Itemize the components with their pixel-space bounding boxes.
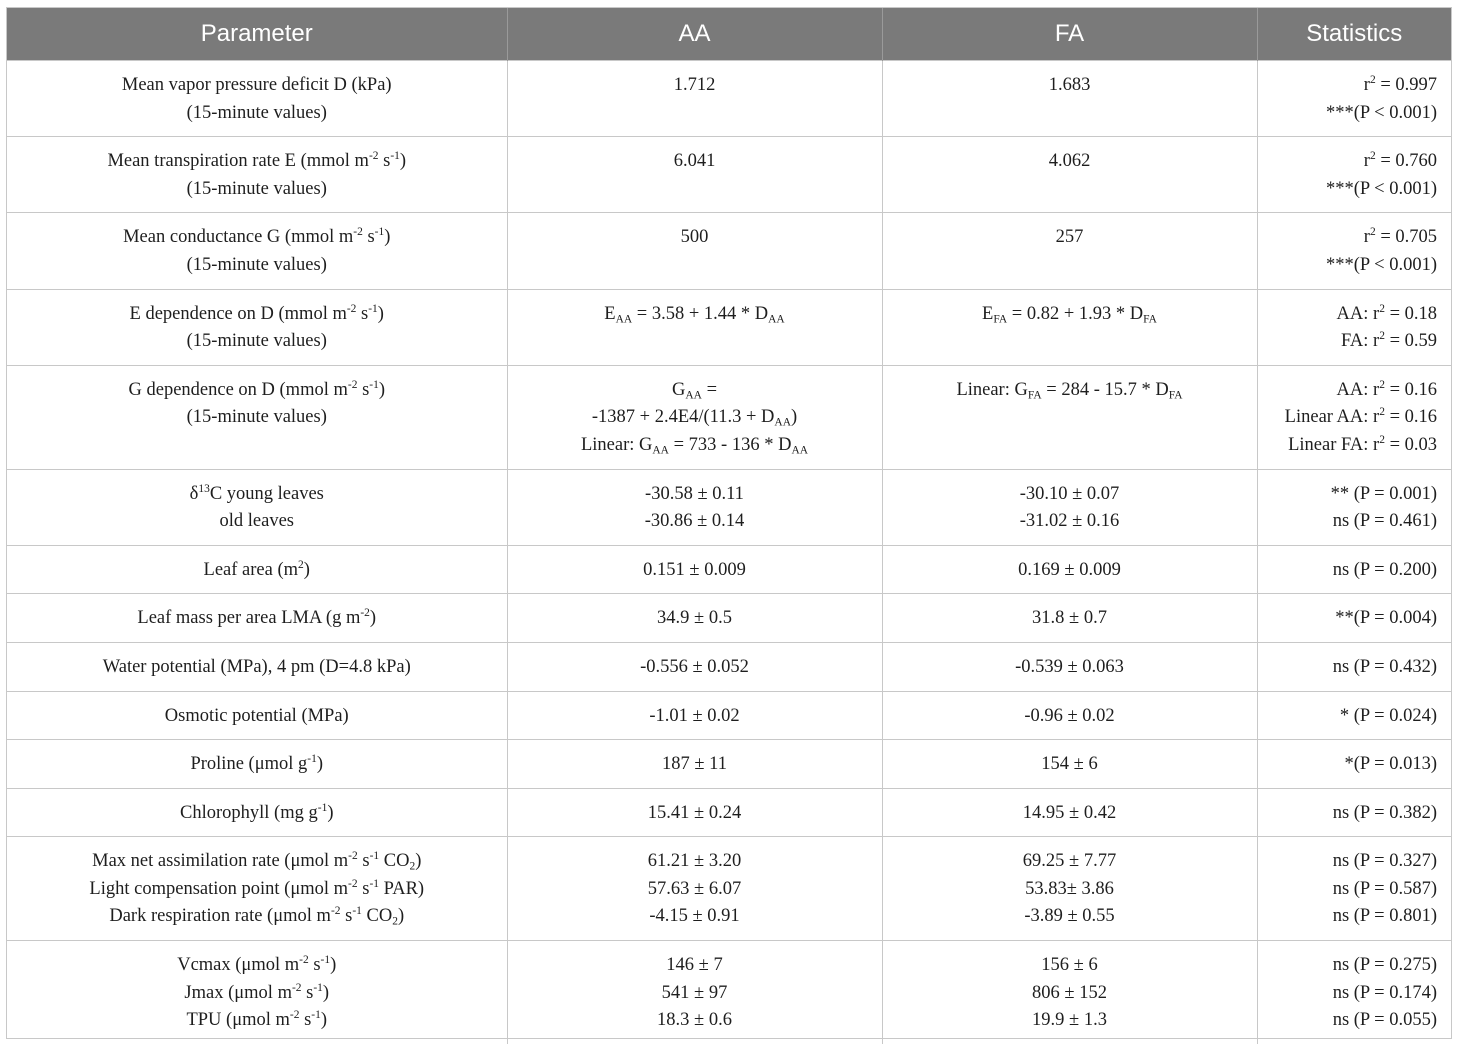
fa-cell [882,365,1257,469]
parameter-cell-line: Mean transpiration rate E (mmol $m^{-2}$ $s^{-1}$) [107,150,407,172]
table-row [7,837,1451,941]
parameter-cell [7,61,507,137]
fa-cell [882,213,1257,289]
statistics-cell-line: ns (P = 0.174) [1332,982,1437,1003]
parameter-cell [7,642,507,691]
statistics-cell-line: ns (P = 0.801) [1332,906,1437,927]
fa-cell-line: 19.9 ± 1.3 [1032,1010,1107,1031]
statistics-cell [1257,941,1451,1044]
table-row [7,61,1451,137]
statistics-cell-line: * (P = 0.024) [1339,705,1437,726]
aa-cell [507,469,882,545]
aa-cell-line: 541 ± 97 [661,982,728,1003]
header-aa: AA [507,8,882,61]
aa-cell [507,837,882,941]
statistics-cell-line: ** (P = 0.001) [1330,483,1437,504]
table-row [7,941,1451,1044]
table-row [7,740,1451,789]
header-row [7,8,1451,61]
table-row [7,469,1451,545]
statistics-cell-line: ns (P = 0.327) [1332,851,1437,872]
fa-cell-line: $E_{FA} = 0.82 + 1.93 * D_{FA}$ [982,303,1157,325]
statistics-cell-line: ***(P < 0.001) [1326,254,1437,275]
fa-cell-line: 53.83± 3.86 [1025,878,1114,899]
statistics-cell-line: AA: $r^2 = 0.16$ [1336,378,1437,400]
fa-cell-line: 154 ± 6 [1041,754,1098,775]
table-row [7,545,1451,594]
parameter-cell [7,545,507,594]
fa-cell-line: -0.96 ± 0.02 [1024,705,1115,726]
parameter-cell-line: (15-minute values) [186,178,327,199]
parameter-cell-line: Dark respiration rate (μmol $m^{-2}$ $s^{-1}$ $CO_2$) [109,905,405,928]
aa-cell-line: 0.151 ± 0.009 [643,559,746,580]
statistics-cell [1257,837,1451,941]
parameter-cell-line: E dependence on D (mmol $m^{-2}$ $s^{-1}$) [129,302,384,324]
aa-cell [507,642,882,691]
statistics-cell [1257,289,1451,365]
aa-cell-line: 6.041 [673,151,716,172]
fa-cell-line: 257 [1055,227,1084,248]
aa-cell-line: 18.3 ± 0.6 [657,1010,732,1031]
aa-cell-line: -1.01 ± 0.02 [649,705,740,726]
parameter-cell [7,213,507,289]
fa-cell [882,469,1257,545]
fa-cell-line: 4.062 [1048,151,1091,172]
aa-cell-line: Linear: $G_{AA} = 733 - 136 * D_{AA}$ [580,434,809,457]
aa-cell-line: -0.556 ± 0.052 [640,656,749,677]
statistics-cell-line: Linear FA: $r^2 = 0.03$ [1288,434,1437,455]
parameter-cell-line: Osmotic potential (MPa) [164,705,349,726]
aa-cell-line: 1.712 [673,75,716,95]
statistics-cell-line: $r^2 = 0.705$ [1363,226,1437,248]
aa-cell-line: $G_{AA}$ = [671,379,717,402]
parameter-cell-line: Water potential (MPa), 4 pm (D=4.8 kPa) [102,656,411,677]
statistics-cell [1257,740,1451,789]
statistics-cell-line: *(P = 0.013) [1344,754,1437,775]
statistics-cell [1257,788,1451,837]
statistics-cell-line: ns (P = 0.587) [1332,878,1437,899]
statistics-cell-line: $r^2 = 0.760$ [1363,150,1437,172]
fa-cell-line: Linear: $G_{FA} = 284 - 15.7 * D_{FA}$ [956,379,1183,402]
aa-cell-line: 34.9 ± 0.5 [657,608,732,629]
fa-cell-line: 69.25 ± 7.77 [1022,851,1117,872]
statistics-cell-line: ns (P = 0.055) [1332,1010,1437,1031]
parameter-cell [7,289,507,365]
parameter-cell-line: Proline (μmol $g^{-1}$) [190,753,324,775]
aa-cell-line: 187 ± 11 [662,754,727,775]
fa-cell [882,642,1257,691]
table-row [7,788,1451,837]
aa-cell-line: -30.58 ± 0.11 [645,483,744,504]
parameter-cell-line: $\delta^{13}C$ young leaves [189,482,324,504]
statistics-cell [1257,469,1451,545]
aa-cell [507,594,882,643]
table-row [7,137,1451,213]
parameter-cell-line: (15-minute values) [186,331,327,352]
table-frame [6,7,1452,1039]
parameter-cell [7,469,507,545]
fa-cell-line: 14.95 ± 0.42 [1022,802,1117,823]
parameter-cell [7,691,507,740]
parameter-cell-line: Mean vapor pressure deficit D (kPa) [121,75,392,95]
fa-cell [882,788,1257,837]
statistics-cell-line: AA: $r^2 = 0.18$ [1336,302,1437,324]
parameter-cell-line: old leaves [219,511,294,532]
aa-cell-line: 61.21 ± 3.20 [647,851,742,872]
aa-cell [507,788,882,837]
parameter-cell [7,941,507,1044]
parameter-cell [7,740,507,789]
parameter-cell-line: G dependence on D (mmol $m^{-2}$ $s^{-1}$) [128,378,385,400]
fa-cell [882,289,1257,365]
header-fa: FA [882,8,1257,61]
table-row [7,365,1451,469]
statistics-cell [1257,61,1451,137]
aa-cell [507,740,882,789]
statistics-cell-line: ns (P = 0.200) [1332,559,1437,580]
parameter-cell [7,594,507,643]
fa-cell-line: -30.10 ± 0.07 [1019,483,1120,504]
parameter-cell-line: Leaf mass per area LMA (g $m^{-2}$) [137,607,377,629]
parameter-cell [7,365,507,469]
header-statistics: Statistics [1257,8,1451,61]
fa-cell [882,941,1257,1044]
statistics-cell [1257,545,1451,594]
aa-cell-line: $-1387 + 2.4E4/(11.3 + D_{AA})$ [591,407,798,429]
statistics-cell-line: ***(P < 0.001) [1326,102,1437,123]
statistics-cell-line: Linear AA: $r^2 = 0.16$ [1284,406,1437,428]
aa-cell-line: 57.63 ± 6.07 [647,878,742,899]
table-row [7,691,1451,740]
aa-cell [507,137,882,213]
fa-cell-line: 156 ± 6 [1041,955,1098,976]
parameter-cell-line: Leaf area $(m^2)$ [203,558,310,580]
fa-cell [882,594,1257,643]
aa-cell-line: -4.15 ± 0.91 [649,906,740,927]
statistics-cell-line: ns (P = 0.432) [1332,656,1437,677]
parameter-cell-line: (15-minute values) [186,102,327,123]
fa-cell-line: 806 ± 152 [1032,982,1107,1003]
statistics-cell [1257,365,1451,469]
parameter-cell-line: (15-minute values) [186,407,327,428]
parameter-cell [7,137,507,213]
fa-cell-line: 0.169 ± 0.009 [1018,559,1121,580]
aa-cell-line: 500 [680,227,709,248]
parameter-cell-line: Max net assimilation rate (μmol $m^{-2}$ $s^{-1}$ $CO_2$) [92,850,422,873]
aa-cell-line: $E_{AA} = 3.58 + 1.44 * D_{AA}$ [604,303,785,325]
statistics-cell-line: $r^2 = 0.997$ [1363,74,1437,95]
statistics-cell-line: ***(P < 0.001) [1326,178,1437,199]
parameter-cell-line: Vcmax (μmol $m^{-2}$ $s^{-1}$) [177,954,337,976]
parameter-cell-line: TPU (μmol $m^{-2}$ $s^{-1}$) [186,1009,328,1031]
table-row [7,213,1451,289]
parameter-cell-line: (15-minute values) [186,254,327,275]
aa-cell [507,61,882,137]
aa-cell-line: 15.41 ± 0.24 [647,802,742,823]
fa-cell-line: 31.8 ± 0.7 [1032,608,1107,629]
parameter-cell-line: Mean conductance G (mmol $m^{-2}$ $s^{-1}$) [123,226,391,248]
statistics-cell-line: **(P = 0.004) [1335,608,1437,629]
statistics-cell [1257,594,1451,643]
statistics-cell [1257,642,1451,691]
parameter-cell-line: Jmax (μmol $m^{-2}$ $s^{-1}$) [184,981,330,1003]
statistics-cell-line: ns (P = 0.461) [1332,511,1437,532]
statistics-cell [1257,137,1451,213]
fa-cell-line: -31.02 ± 0.16 [1019,511,1120,532]
statistics-cell-line: FA: $r^2 = 0.59$ [1341,330,1437,352]
aa-cell [507,289,882,365]
statistics-cell-line: ns (P = 0.275) [1332,955,1437,976]
fa-cell [882,691,1257,740]
header-parameter: Parameter [7,8,507,61]
fa-cell-line: -0.539 ± 0.063 [1015,656,1124,677]
fa-cell-line: 1.683 [1048,75,1091,95]
aa-cell-line: -30.86 ± 0.14 [644,511,745,532]
parameter-cell-line: Light compensation point (μmol $m^{-2}$ $s^{-1}$ PAR) [89,878,425,899]
data-table [7,8,1451,1044]
statistics-cell [1257,213,1451,289]
parameter-cell [7,837,507,941]
aa-cell-line: 146 ± 7 [666,955,723,976]
fa-cell [882,740,1257,789]
fa-cell [882,137,1257,213]
aa-cell [507,213,882,289]
fa-cell [882,837,1257,941]
aa-cell [507,545,882,594]
parameter-cell-line: Chlorophyll (mg $g^{-1}$) [180,801,334,823]
table-row [7,594,1451,643]
table-body [7,61,1451,1044]
parameter-cell [7,788,507,837]
table-row [7,642,1451,691]
table-header [7,8,1451,61]
fa-cell-line: -3.89 ± 0.55 [1024,906,1115,927]
fa-cell [882,61,1257,137]
table-row [7,289,1451,365]
aa-cell [507,365,882,469]
aa-cell [507,941,882,1044]
statistics-cell-line: ns (P = 0.382) [1332,802,1437,823]
aa-cell [507,691,882,740]
fa-cell [882,545,1257,594]
statistics-cell [1257,691,1451,740]
